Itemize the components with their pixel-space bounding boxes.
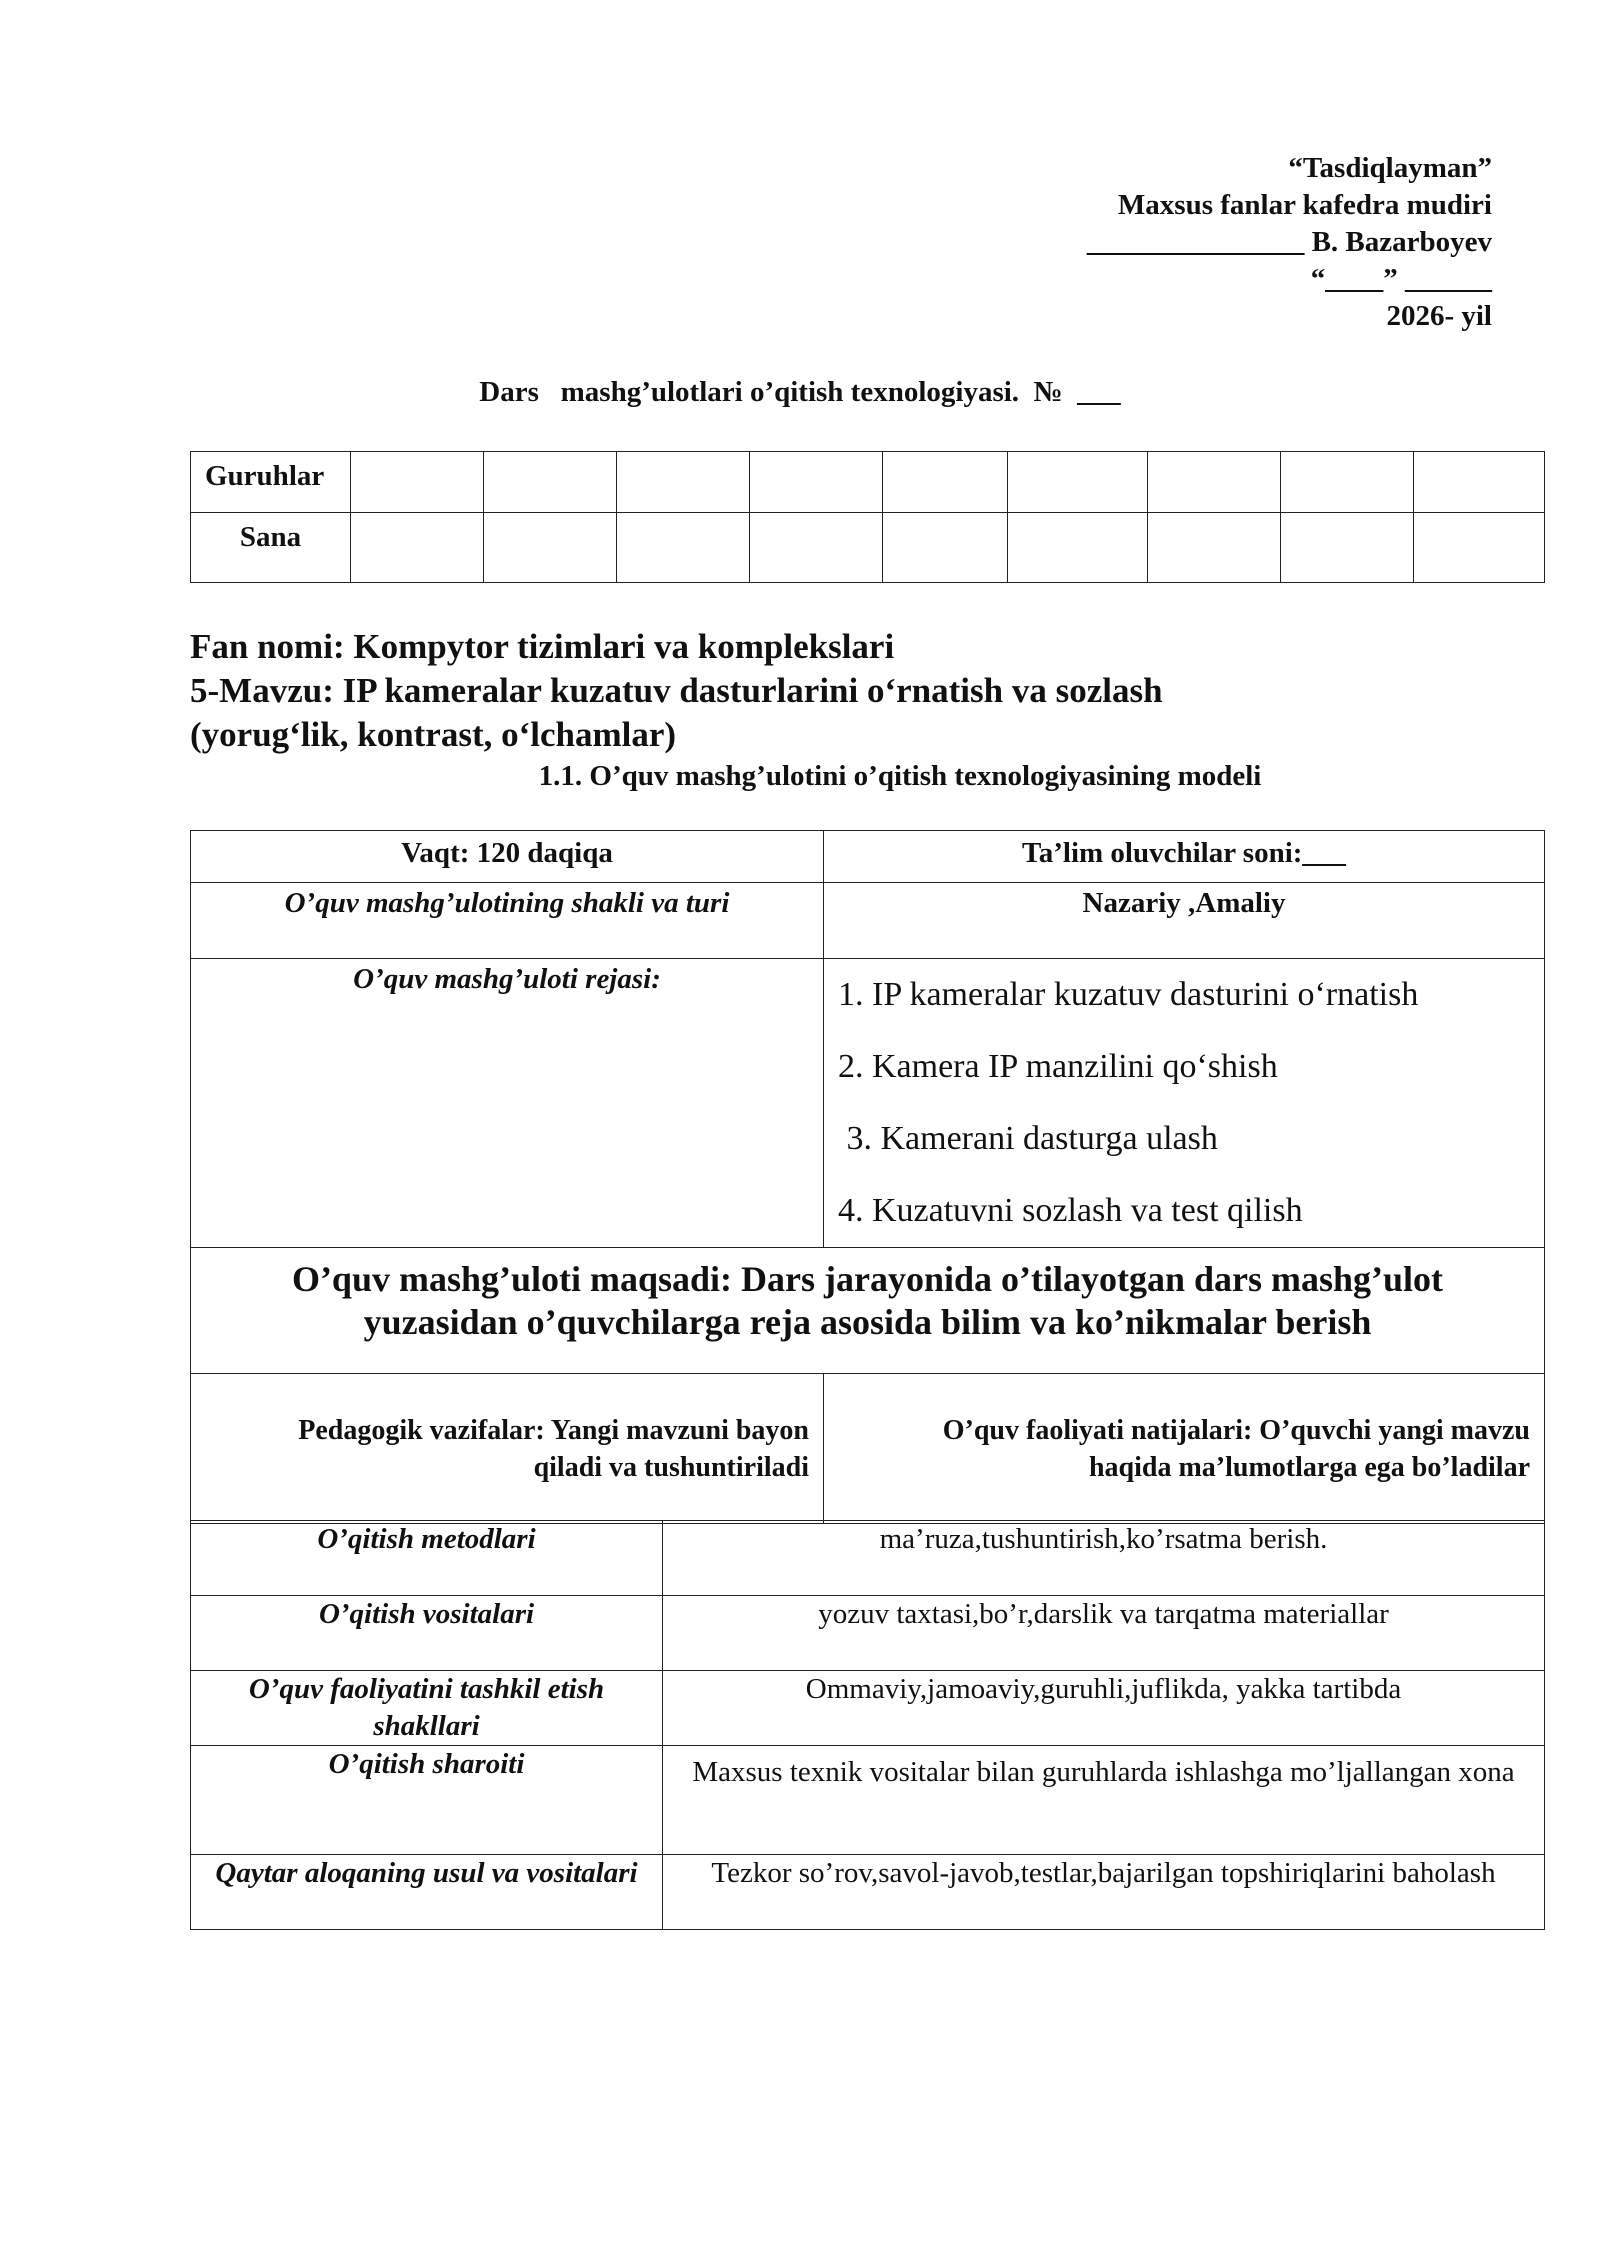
groups-cell <box>351 452 484 513</box>
document-title: Dars mashg’ulotlari o’qitish texnologiyasi. № ___ <box>479 376 1121 408</box>
form-value: Nazariy ,Amaliy <box>824 883 1545 959</box>
date-cell <box>351 513 484 583</box>
date-label: Sana <box>191 513 351 583</box>
plan-item: 1. IP kameralar kuzatuv dasturini o‘rnatish <box>838 976 1419 1013</box>
plan-item: 2. Kamera IP manzilini qo‘shish <box>838 1048 1278 1085</box>
approval-year: 2026- yil <box>1386 300 1492 332</box>
details-value: ma’ruza,tushuntirish,ko’rsatma berish. <box>663 1521 1545 1596</box>
details-row <box>191 1671 1545 1746</box>
groups-cell <box>617 452 750 513</box>
students-count-cell: Ta’lim oluvchilar soni:___ <box>824 831 1545 883</box>
details-row <box>191 1596 1545 1671</box>
approval-date-line: “____” ______ <box>1310 263 1492 295</box>
groups-cell <box>883 452 1008 513</box>
details-value: Ommaviy,jamoaviy,guruhli,juflikda, yakka tartibda <box>663 1671 1545 1746</box>
groups-cell <box>1008 452 1148 513</box>
goal-line: O’quv mashg’uloti maqsadi: Dars jarayonida o’tilayotgan dars mashg’ulot <box>291 1259 1444 1299</box>
groups-row <box>191 452 1545 513</box>
details-label: O’qitish vositalari <box>191 1596 663 1671</box>
time-row <box>191 831 1545 883</box>
date-cell <box>1414 513 1545 583</box>
plan-list <box>824 959 1545 1248</box>
topic-subline: (yorug‘lik, kontrast, o‘lchamlar) <box>190 715 677 754</box>
details-table <box>190 1520 1545 1930</box>
approval-quote: “Tasdiqlayman” <box>1288 152 1492 184</box>
plan-item: 3. Kamerani dasturga ulash <box>838 1120 1218 1157</box>
pedagogical-tasks-cell <box>191 1374 824 1524</box>
details-label: O’qitish sharoiti <box>191 1746 663 1855</box>
form-row <box>191 883 1545 959</box>
details-row <box>191 1855 1545 1930</box>
date-cell <box>1008 513 1148 583</box>
tasks-row <box>191 1374 1545 1524</box>
learning-results-cell <box>824 1374 1545 1524</box>
time-cell: Vaqt: 120 daqiqa <box>191 831 824 883</box>
date-cell <box>1148 513 1281 583</box>
approval-signature: _______________ B. Bazarboyev <box>1086 226 1492 258</box>
goal-row <box>191 1248 1545 1374</box>
subject-block <box>190 625 1163 757</box>
approval-block <box>1087 150 1492 335</box>
date-cell <box>883 513 1008 583</box>
details-label: O’qitish metodlari <box>191 1521 663 1596</box>
date-cell <box>750 513 883 583</box>
details-row <box>191 1521 1545 1596</box>
details-value: Maxsus texnik vositalar bilan guruhlarda ishlashga mo’ljallangan xona <box>663 1746 1545 1855</box>
model-title: 1.1. O’quv mashg’ulotini o’qitish texnologiyasining modeli <box>538 760 1262 792</box>
groups-cell <box>484 452 617 513</box>
groups-label: Guruhlar <box>191 452 351 513</box>
date-row <box>191 513 1545 583</box>
learning-results-line: O’quv faoliyati natijalari: O’quvchi yangi mavzu <box>942 1415 1530 1446</box>
details-label: O’quv faoliyatini tashkil etish shakllari <box>191 1671 663 1746</box>
goal-cell <box>191 1248 1545 1374</box>
date-cell <box>484 513 617 583</box>
pedagogical-tasks-line: qiladi va tushuntiriladi <box>533 1452 809 1483</box>
groups-cell <box>1414 452 1545 513</box>
details-value: Tezkor so’rov,savol-javob,testlar,bajarilgan topshiriqlarini baholash <box>663 1855 1545 1930</box>
model-table <box>190 830 1545 1524</box>
goal-line: yuzasidan o’quvchilarga reja asosida bilim va ko’nikmalar berish <box>363 1302 1372 1342</box>
details-row <box>191 1746 1545 1855</box>
groups-cell <box>750 452 883 513</box>
date-cell <box>1281 513 1414 583</box>
groups-cell <box>1148 452 1281 513</box>
date-cell <box>617 513 750 583</box>
details-value: yozuv taxtasi,bo’r,darslik va tarqatma materiallar <box>663 1596 1545 1671</box>
groups-cell <box>1281 452 1414 513</box>
pedagogical-tasks-line: Pedagogik vazifalar: Yangi mavzuni bayon <box>298 1415 809 1446</box>
groups-table <box>190 451 1545 583</box>
subject-name: Fan nomi: Kompytor tizimlari va komplekslari <box>190 627 895 666</box>
learning-results-line: haqida ma’lumotlarga ega bo’ladilar <box>1088 1452 1530 1483</box>
plan-item: 4. Kuzatuvni sozlash va test qilish <box>838 1192 1303 1229</box>
topic-line: 5-Mavzu: IP kameralar kuzatuv dasturlarini o‘rnatish va sozlash <box>190 671 1163 710</box>
form-label: O’quv mashg’ulotining shakli va turi <box>191 883 824 959</box>
plan-label: O’quv mashg’uloti rejasi: <box>191 959 824 1248</box>
details-label: Qaytar aloqaning usul va vositalari <box>191 1855 663 1930</box>
approval-position: Maxsus fanlar kafedra mudiri <box>1117 189 1492 221</box>
plan-row <box>191 959 1545 1248</box>
